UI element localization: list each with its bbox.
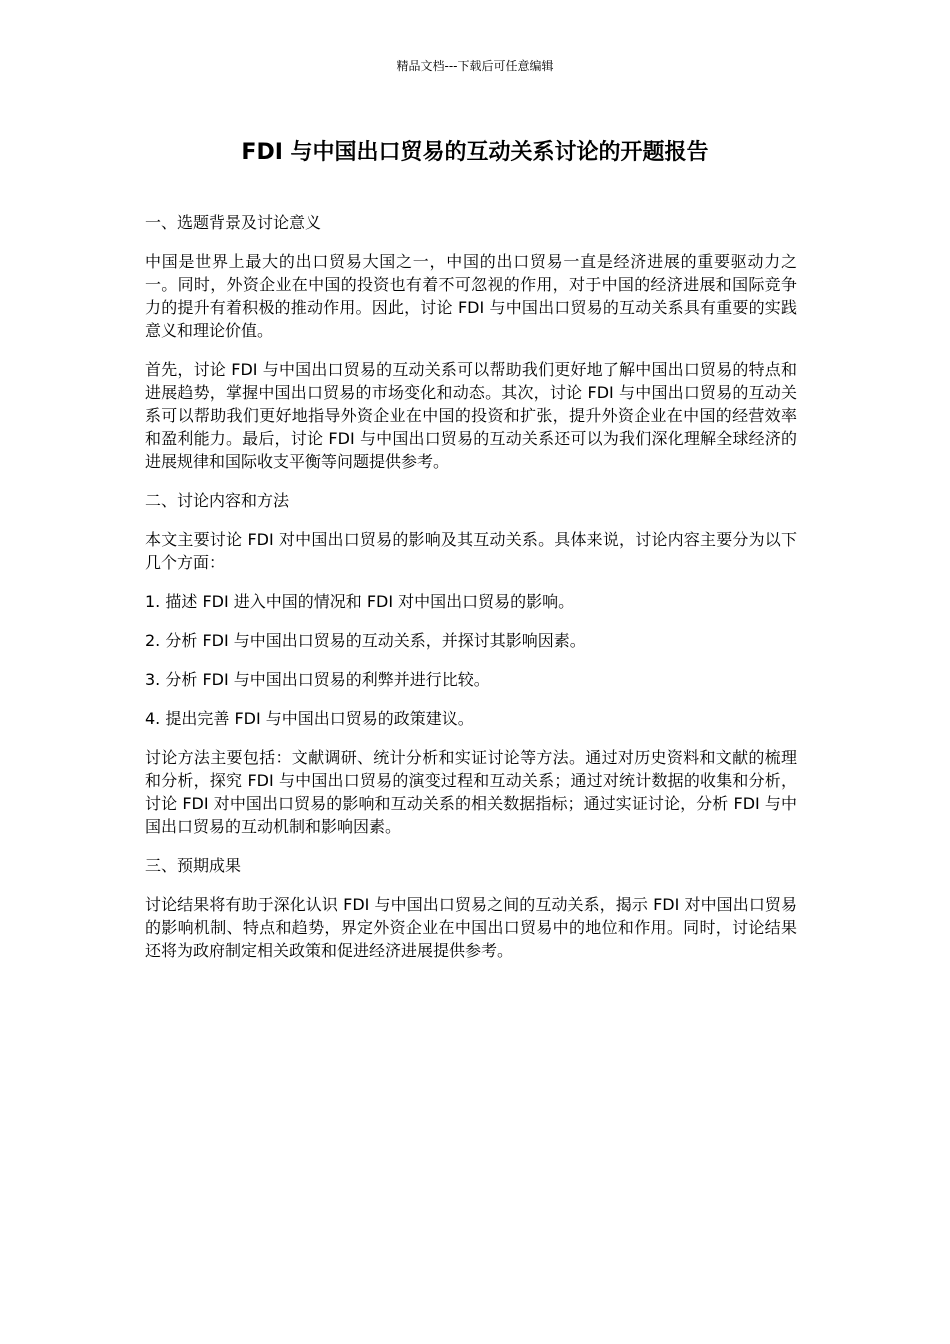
list-item: 1. 描述 FDI 进入中国的情况和 FDI 对中国出口贸易的影响。 [145, 592, 575, 611]
list-item: 4. 提出完善 FDI 与中国出口贸易的政策建议。 [145, 709, 474, 728]
paragraph: 首先，讨论 FDI 与中国出口贸易的互动关系可以帮助我们更好地了解中国出口贸易的特点和进展趋势，掌握中国出口贸易的市场变化和动态。其次，讨论 FDI 与中国出口贸易的互动关系可以帮助我们更好地指导外资企业在中国的投资和扩张，提升外资企业在中国的经营效率和盈利能力。最后，讨论 FDI 与中国出口贸易的互动关系还可以为我们深化理解全球经济的进展规律和国际收支平衡等问题提供参考。 [145, 360, 797, 471]
paragraph: 本文主要讨论 FDI 对中国出口贸易的影响及其互动关系。具体来说，讨论内容主要分为以下几个方面： [145, 530, 797, 572]
document-body [145, 211, 797, 978]
paragraph: 中国是世界上最大的出口贸易大国之一，中国的出口贸易一直是经济进展的重要驱动力之一。同时，外资企业在中国的投资也有着不可忽视的作用，对于中国的经济进展和国际竞争力的提升有着积极的推动作用。因此，讨论 FDI 与中国出口贸易的互动关系具有重要的实践意义和理论价值。 [145, 252, 797, 340]
paragraph: 讨论结果将有助于深化认识 FDI 与中国出口贸易之间的互动关系，揭示 FDI 对中国出口贸易的影响机制、特点和趋势，界定外资企业在中国出口贸易中的地位和作用。同时，讨论结果还将为政府制定相关政策和促进经济进展提供参考。 [145, 895, 797, 960]
document-title: FDI 与中国出口贸易的互动关系讨论的开题报告 [241, 140, 709, 165]
section-heading: 一、选题背景及讨论意义 [145, 213, 322, 232]
paragraph: 讨论方法主要包括：文献调研、统计分析和实证讨论等方法。通过对历史资料和文献的梳理和分析，探究 FDI 与中国出口贸易的演变过程和互动关系；通过对统计数据的收集和分析，讨论 FDI 对中国出口贸易的影响和互动关系的相关数据指标；通过实证讨论，分析 FDI 与中国出口贸易的互动机制和影响因素。 [145, 748, 797, 836]
section-heading: 三、预期成果 [145, 856, 242, 875]
list-item: 2. 分析 FDI 与中国出口贸易的互动关系，并探讨其影响因素。 [145, 631, 586, 650]
list-item: 3. 分析 FDI 与中国出口贸易的利弊并进行比较。 [145, 670, 490, 689]
header-note: 精品文档---下载后可任意编辑 [396, 59, 554, 73]
section-heading: 二、讨论内容和方法 [145, 491, 290, 510]
